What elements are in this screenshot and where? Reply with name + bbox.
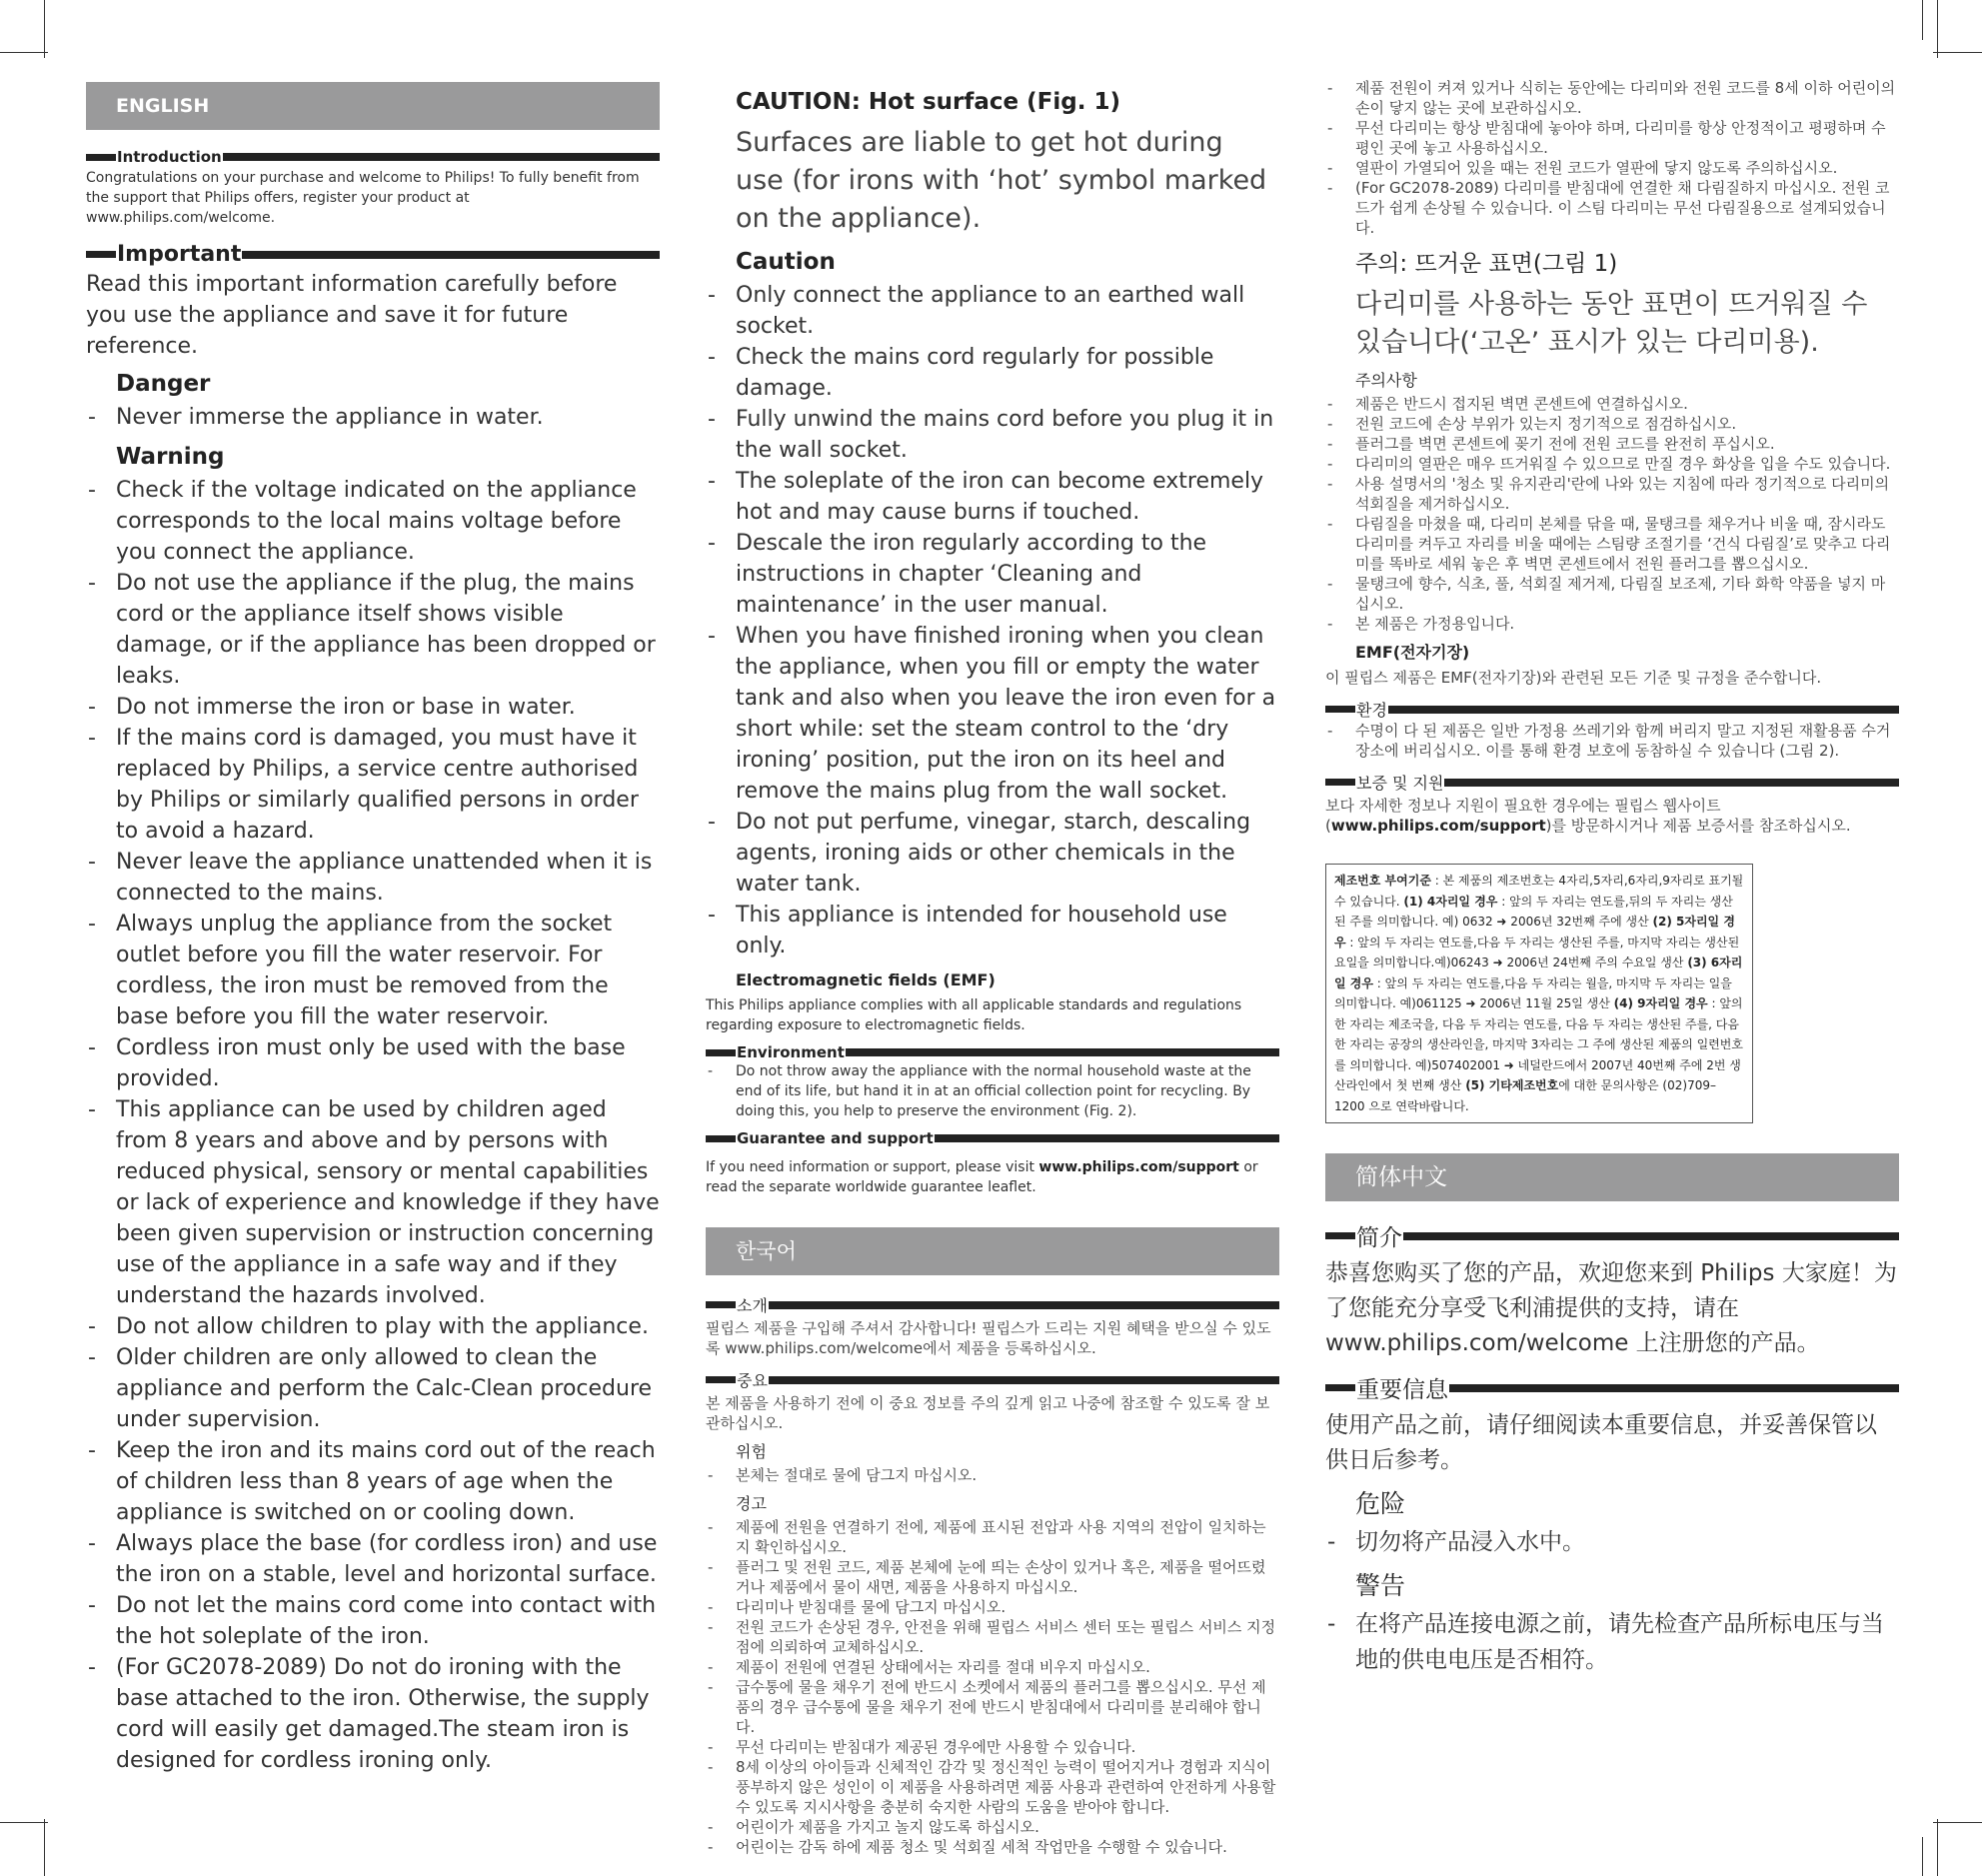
important-text-ko: 본 제품을 사용하기 전에 이 중요 정보를 주의 깊게 읽고 나중에 참조할 수 있도록 잘 보관하십시오. — [706, 1394, 1270, 1432]
section-important-zh — [1325, 1371, 1899, 1404]
section-title: Guarantee and support — [737, 1129, 934, 1147]
list-item: - 무선 다리미는 항상 받침대에 놓아야 하며, 다리미를 항상 안정적이고 평평하며 수평인 곳에 놓고 사용하십시오. — [1325, 118, 1899, 158]
danger-list-zh — [1325, 1524, 1899, 1560]
list-item: - 사용 설명서의 '청소 및 유지관리'란에 나와 있는 지침에 따라 정기적으로 다리미의 석회질을 제거하십시오. — [1325, 474, 1899, 514]
section-important-ko — [706, 1368, 1279, 1391]
list-item: - 다리미나 받침대를 물에 담그지 마십시오. — [706, 1597, 1279, 1617]
emf-heading: Electromagnetic fields (EMF) — [736, 970, 995, 989]
list-item: - 다리미의 열판은 매우 뜨거워질 수 있으므로 만질 경우 화상을 입을 수도 있습니다. — [1325, 454, 1899, 474]
list-item: - Do not put perfume, vinegar, starch, descaling agents, ironing aids or other chemicals in the water tank. — [706, 807, 1279, 900]
section-introduction — [86, 148, 660, 166]
list-item: - Descale the iron regularly according to the instructions in chapter ‘Cleaning and maintenance’ in the user manual. — [706, 528, 1279, 621]
language-header-chinese: 简体中文 — [1325, 1153, 1899, 1201]
warning-heading-zh: 警告 — [1355, 1571, 1406, 1600]
list-item: - The soleplate of the iron can become extremely hot and may cause burns if touched. — [706, 466, 1279, 528]
list-item: - 어린이는 감독 하에 제품 청소 및 석회질 세척 작업만을 수행할 수 있습니다. — [706, 1837, 1279, 1857]
list-item: - Do not let the mains cord come into contact with the hot soleplate of the iron. — [86, 1590, 660, 1652]
list-item: - 물탱크에 향수, 식초, 풀, 석회질 제거제, 다림질 보조제, 기타 화학 약품을 넣지 마십시오. — [1325, 574, 1899, 614]
crop-mark — [44, 1819, 45, 1876]
list-item: - 무선 다리미는 받침대가 제공된 경우에만 사용할 수 있습니다. — [706, 1737, 1279, 1757]
section-guarantee — [706, 1129, 1279, 1147]
danger-list-ko — [706, 1465, 1279, 1485]
list-item: - 열판이 가열되어 있을 때는 전원 코드가 열판에 닿지 않도록 주의하십시오. — [1325, 158, 1899, 178]
section-title: Environment — [737, 1043, 845, 1061]
section-guarantee-ko — [1325, 771, 1899, 794]
list-item: - 전원 코드에 손상 부위가 있는지 정기적으로 점검하십시오. — [1325, 414, 1899, 434]
list-item: - Do not use the appliance if the plug, the mains cord or the appliance itself shows visible damage, or if the appliance has been dropped or leaks. — [86, 568, 660, 692]
list-item: - Only connect the appliance to an earthed wall socket. — [706, 280, 1279, 342]
section-title: 중요 — [737, 1371, 768, 1390]
introduction-text: Congratulations on your purchase and welcome to Philips! To fully benefit from the support that Philips offers, register your product at www.philips.com/welcome. — [86, 170, 640, 226]
list-item: - 플러그를 벽면 콘센트에 꽂기 전에 전원 코드를 완전히 푸십시오. — [1325, 434, 1899, 454]
list-item: - 제품 전원이 켜져 있거나 식히는 동안에는 다리미와 전원 코드를 8세 이하 어린이의 손이 닿지 않는 곳에 보관하십시오. — [1325, 78, 1899, 118]
list-item: - If the mains cord is damaged, you must have it replaced by Philips, a service centre authorised by Philips or similarly qualified persons in order to avoid a hazard. — [86, 723, 660, 847]
danger-heading: Danger — [116, 371, 211, 397]
list-item: - Check the mains cord regularly for possible damage. — [706, 342, 1279, 404]
danger-heading-ko: 위험 — [736, 1442, 767, 1461]
section-title: 重要信息 — [1356, 1377, 1448, 1403]
list-item: - 切勿将产品浸入水中。 — [1325, 1524, 1899, 1560]
column-middle — [706, 82, 1279, 1863]
caution-hot-heading: CAUTION: Hot surface (Fig. 1) — [736, 89, 1120, 115]
section-important — [86, 242, 660, 267]
list-item: - Fully unwind the mains cord before you plug it in the wall socket. — [706, 404, 1279, 466]
list-item: - This appliance can be used by children aged from 8 years and above and by persons with reduced physical, sensory or mental capabilities or lack of experience and knowledge if they have been given supervision or instruction concerning use of the appliance in a safe way and if they understand the hazards involved. — [86, 1094, 660, 1311]
guarantee-text-ko: 보다 자세한 정보나 지원이 필요한 경우에는 필립스 웹사이트 (www.philips.com/support)를 방문하시거나 제품 보증서를 참조하십시오. — [1325, 797, 1851, 835]
list-item: - Do not immerse the iron or base in water. — [86, 692, 660, 723]
list-item: - 在将产品连接电源之前，请先检查产品所标电压与当地的供电电压是否相符。 — [1325, 1606, 1899, 1678]
crop-mark — [1922, 1837, 1923, 1876]
caution-hot-text-ko: 다리미를 사용하는 동안 표면이 뜨거워질 수 있습니다(‘고온’ 표시가 있는 다리미용). — [1355, 289, 1868, 358]
list-item: - 본체는 절대로 물에 담그지 마십시오. — [706, 1465, 1279, 1485]
danger-list — [86, 402, 660, 433]
list-item: - 급수통에 물을 채우기 전에 반드시 소켓에서 제품의 플러그를 뽑으십시오. 무선 제품의 경우 급수통에 물을 채우기 전에 반드시 받침대에서 다리미를 분리해야 합니다. — [706, 1677, 1279, 1737]
list-item: - 제품은 반드시 접지된 벽면 콘센트에 연결하십시오. — [1325, 394, 1899, 414]
list-item: - 다림질을 마쳤을 때, 다리미 본체를 닦을 때, 물탱크를 채우거나 비울 때, 잠시라도 다리미를 켜두고 자리를 비울 때에는 스팀량 조절기를 ‘건식 다림질’로 맞추고 다리미를 똑바로 세워 놓은 후 벽면 콘센트에서 전원 플러그를 뽑으십시오. — [1325, 514, 1899, 574]
warning-heading: Warning — [116, 444, 225, 470]
list-item: - Do not allow children to play with the appliance. — [86, 1311, 660, 1342]
section-environment — [706, 1043, 1279, 1061]
crop-mark — [1937, 1819, 1938, 1876]
language-header-english: ENGLISH — [86, 82, 660, 130]
crop-mark — [1922, 0, 1923, 40]
list-item: - 어린이가 제품을 가지고 놀지 않도록 하십시오. — [706, 1817, 1279, 1837]
list-item: - Older children are only allowed to clean the appliance and perform the Calc-Clean procedure under supervision. — [86, 1342, 660, 1435]
warning-list — [86, 475, 660, 1776]
list-item: - This appliance is intended for household use only. — [706, 900, 1279, 961]
list-item: - Always place the base (for cordless iron) and use the iron on a stable, level and horizontal surface. — [86, 1528, 660, 1590]
section-title: Introduction — [117, 148, 222, 166]
list-item: - (For GC2078-2089) Do not do ironing with the base attached to the iron. Otherwise, the supply cord will easily get damaged.The steam iron is designed for cordless ironing only. — [86, 1652, 660, 1776]
caution-list — [706, 280, 1279, 961]
list-item: - 플러그 및 전원 코드, 제품 본체에 눈에 띄는 손상이 있거나 혹은, 제품을 떨어뜨렸거나 제품에서 물이 새면, 제품을 사용하지 마십시오. — [706, 1557, 1279, 1597]
crop-mark — [1933, 1822, 1982, 1823]
support-link-ko[interactable]: www.philips.com/support — [1330, 817, 1546, 835]
warning-list-ko — [706, 1517, 1279, 1857]
caution-list-ko — [1325, 394, 1899, 634]
list-item: - 제품이 전원에 연결된 상태에서는 자리를 절대 비우지 마십시오. — [706, 1657, 1279, 1677]
important-text: Read this important information carefully before you use the appliance and save it for future reference. — [86, 272, 618, 359]
list-item: - When you have finished ironing when you clean the appliance, when you fill or empty the water tank and also when you leave the iron even for a short while: set the steam control to the ‘dry ironing’ position, put the iron on its heel and remove the mains plug from the wall socket. — [706, 621, 1279, 807]
section-title: Important — [117, 242, 242, 267]
environment-list-ko — [1325, 721, 1899, 761]
serial-number-note: 제조번호 부여기준 : 본 제품의 제조번호는 4자리,5자리,6자리,9자리로 표기될 수 있습니다. (1) 4자리일 경우 : 앞의 두 자리는 연도를,뒤의 두 자리는 생산된 주를 의미합니다. 예) 0632 ➜ 2006년 32번째 주에 생산 (2) 5자리일 경우 : 앞의 두 자리는 연도를,다음 두 자리는 생산된 주를, 마지막 자리는 생산된 요일을 의미합니다.예)06243 ➜ 2006년 24번째 주의 수요일 생산 (3) 6자리일 경우 : 앞의 두 자리는 연도를,다음 두 자리는 월을, 마지막 두 자리는 일을 의미합니다. 예)061125 ➜ 2006년 11월 25일 생산 (4) 9자리일 경우 : 앞의 한 자리는 제조국을, 다음 두 자리는 연도를, 다음 두 자리는 생산된 주를, 다음 한 자리는 공장의 생산라인을, 마지막 3자리는 그 주에 생산된 제품의 일련번호를 의미합니다. 예)507402001 ➜ 네덜란드에서 2007년 40번째 주에 2번 생산라인에서 첫 번째 생산 (5) 기타제조번호에 대한 문의사항은 (02)709–1200 으로 연락바랍니다. — [1325, 864, 1753, 1123]
caution-hot-heading-ko: 주의: 뜨거운 표면(그림 1) — [1355, 251, 1618, 277]
section-introduction-ko — [706, 1293, 1279, 1316]
environment-list — [706, 1061, 1279, 1121]
list-item: - 제품에 전원을 연결하기 전에, 제품에 표시된 전압과 사용 지역의 전압이 일치하는지 확인하십시오. — [706, 1517, 1279, 1557]
emf-text: This Philips appliance complies with all applicable standards and regulations regarding exposure to electromagnetic fields. — [706, 997, 1242, 1033]
column-right — [1325, 78, 1899, 1684]
list-item: - Always unplug the appliance from the socket outlet before you fill the water reservoir. For cordless, the iron must be removed from the base before you fill the water reservoir. — [86, 909, 660, 1032]
list-item: - Do not throw away the appliance with the normal household waste at the end of its life, but hand it in at an official collection point for recycling. By doing this, you help to preserve the environment (Fig. 2). — [706, 1061, 1279, 1121]
warning-list-zh — [1325, 1606, 1899, 1678]
list-item: - Cordless iron must only be used with the base provided. — [86, 1032, 660, 1094]
caution-heading-ko: 주의사항 — [1355, 371, 1417, 390]
caution-hot-text: Surfaces are liable to get hot during use (for irons with ‘hot’ symbol marked on the appliance). — [736, 127, 1267, 234]
list-item: - 전원 코드가 손상된 경우, 안전을 위해 필립스 서비스 센터 또는 필립스 서비스 지정점에 의뢰하여 교체하십시오. — [706, 1617, 1279, 1657]
danger-heading-zh: 危险 — [1355, 1489, 1406, 1518]
crop-mark — [0, 1822, 48, 1823]
list-item: - 본 제품은 가정용입니다. — [1325, 614, 1899, 634]
warning-heading-ko: 경고 — [736, 1494, 767, 1513]
section-title: 환경 — [1356, 701, 1387, 720]
section-introduction-zh — [1325, 1219, 1899, 1252]
important-text-zh: 使用产品之前，请仔细阅读本重要信息，并妥善保管以供日后参考。 — [1325, 1412, 1877, 1473]
crop-mark — [1937, 0, 1938, 58]
emf-heading-ko: EMF(전자기장) — [1355, 643, 1470, 662]
list-item: - (For GC2078-2089) 다리미를 받침대에 연결한 채 다림질하지 마십시오. 전원 코드가 쉽게 손상될 수 있습니다. 이 스팀 다리미는 무선 다림질용으로 설계되었습니다. — [1325, 178, 1899, 238]
introduction-text-ko: 필립스 제품을 구입해 주셔서 감사합니다! 필립스가 드리는 지원 혜택을 받으실 수 있도록 www.philips.com/welcome에서 제품을 등록하십시오. — [706, 1319, 1271, 1357]
list-item: - Keep the iron and its mains cord out of the reach of children less than 8 years of age when the appliance is switched on or cooling down. — [86, 1435, 660, 1528]
column-english — [86, 82, 660, 1782]
language-header-korean: 한국어 — [706, 1227, 1279, 1275]
warning-list-ko-cont — [1325, 78, 1899, 238]
crop-mark — [1933, 52, 1982, 53]
section-title: 보증 및 지원 — [1356, 774, 1444, 793]
section-environment-ko — [1325, 698, 1899, 721]
caution-heading: Caution — [736, 249, 836, 275]
section-title: 简介 — [1356, 1225, 1402, 1251]
list-item: - 수명이 다 된 제품은 일반 가정용 쓰레기와 함께 버리지 말고 지정된 재활용품 수거 장소에 버리십시오. 이를 통해 환경 보호에 동참하실 수 있습니다 (그림 2). — [1325, 721, 1899, 761]
support-link[interactable]: www.philips.com/support — [1038, 1159, 1239, 1175]
list-item: - 8세 이상의 아이들과 신체적인 감각 및 정신적인 능력이 떨어지거나 경험과 지식이 풍부하지 않은 성인이 이 제품을 사용하려면 제품 사용과 관련하여 안전하게 사용할 수 있도록 지시사항을 충분히 숙지한 사람의 도움을 받아야 합니다. — [706, 1757, 1279, 1817]
section-title: 소개 — [737, 1296, 768, 1315]
crop-mark — [44, 0, 45, 58]
introduction-text-zh: 恭喜您购买了您的产品，欢迎您来到 Philips 大家庭！为了您能充分享受飞利浦提供的支持，请在 www.philips.com/welcome 上注册您的产品。 — [1325, 1260, 1897, 1356]
emf-text-ko: 이 필립스 제품은 EMF(전자기장)와 관련된 모든 기준 및 규정을 준수합니다. — [1325, 669, 1822, 687]
crop-mark — [0, 52, 48, 53]
list-item: - Never immerse the appliance in water. — [86, 402, 660, 433]
list-item: - Never leave the appliance unattended when it is connected to the mains. — [86, 847, 660, 909]
list-item: - Check if the voltage indicated on the appliance corresponds to the local mains voltage before you connect the appliance. — [86, 475, 660, 568]
guarantee-text: If you need information or support, please visit www.philips.com/support or read the separate worldwide guarantee leaflet. — [706, 1159, 1258, 1195]
